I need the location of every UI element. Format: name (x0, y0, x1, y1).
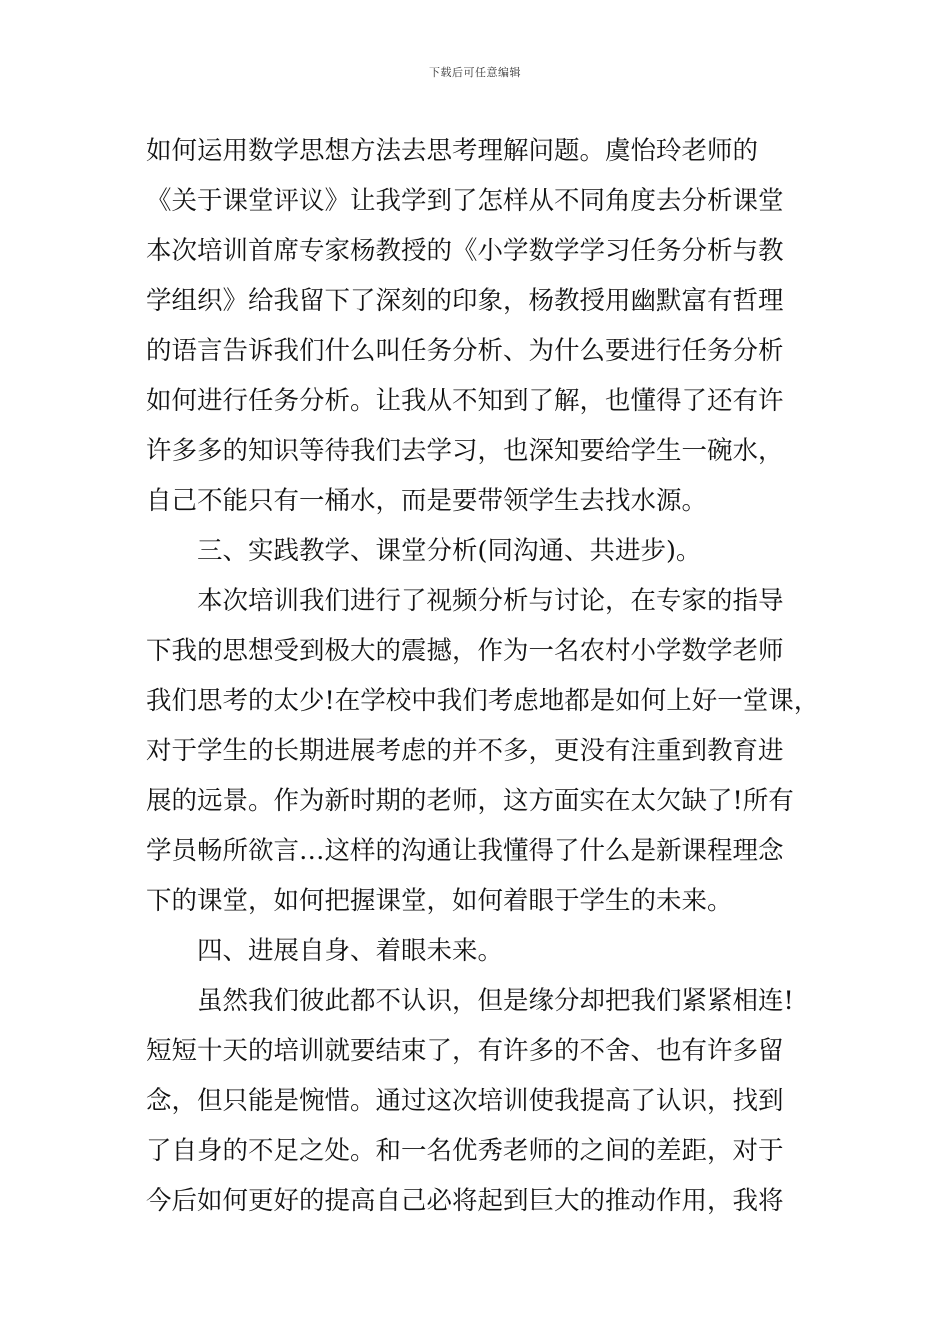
text-line: 下我的思想受到极大的震撼，作为一名农村小学数学老师 (146, 636, 784, 666)
text-line: 虽然我们彼此都不认识，但是缘分却把我们紧紧相连! (197, 986, 794, 1016)
text-line: 本次培训首席专家杨教授的《小学数学学习任务分析与教 (146, 236, 784, 266)
text-line: 念，但只能是惋惜。通过这次培训使我提高了认识，找到 (146, 1086, 784, 1116)
text-line: 三、实践教学、课堂分析(同沟通、共进步)。 (197, 536, 702, 566)
text-line: 展的远景。作为新时期的老师，这方面实在太欠缺了!所有 (146, 786, 794, 816)
text-line: 本次培训我们进行了视频分析与讨论，在专家的指导 (197, 586, 784, 616)
text-line: 对于学生的长期进展考虑的并不多，更没有注重到教育进 (146, 736, 784, 766)
text-line: 学组织》给我留下了深刻的印象，杨教授用幽默富有哲理 (146, 286, 784, 316)
text-line: 自己不能只有一桶水，而是要带领学生去找水源。 (146, 486, 708, 516)
page-header: 下载后可任意编辑 (429, 66, 521, 79)
text-line: 今后如何更好的提高自己必将起到巨大的推动作用，我将 (146, 1186, 784, 1216)
text-line: 短短十天的培训就要结束了，有许多的不舍、也有许多留 (146, 1036, 784, 1066)
text-line: 如何进行任务分析。让我从不知到了解，也懂得了还有许 (146, 386, 784, 416)
text-line: 《关于课堂评议》让我学到了怎样从不同角度去分析课堂 (146, 186, 784, 216)
text-line: 如何运用数学思想方法去思考理解问题。虞怡玲老师的 (146, 136, 759, 166)
text-line: 许多多的知识等待我们去学习，也深知要给学生一碗水， (146, 436, 784, 466)
text-line: 学员畅所欲言…这样的沟通让我懂得了什么是新课程理念 (146, 836, 784, 866)
text-line: 的语言告诉我们什么叫任务分析、为什么要进行任务分析 (146, 336, 784, 366)
document-body (146, 126, 836, 1226)
text-line: 下的课堂，如何把握课堂，如何着眼于学生的未来。 (146, 886, 733, 916)
text-line: 我们思考的太少!在学校中我们考虑地都是如何上好一堂课， (146, 686, 820, 716)
text-line: 四、进展自身、着眼未来。 (197, 936, 504, 966)
text-line: 了自身的不足之处。和一名优秀老师的之间的差距，对于 (146, 1136, 784, 1166)
